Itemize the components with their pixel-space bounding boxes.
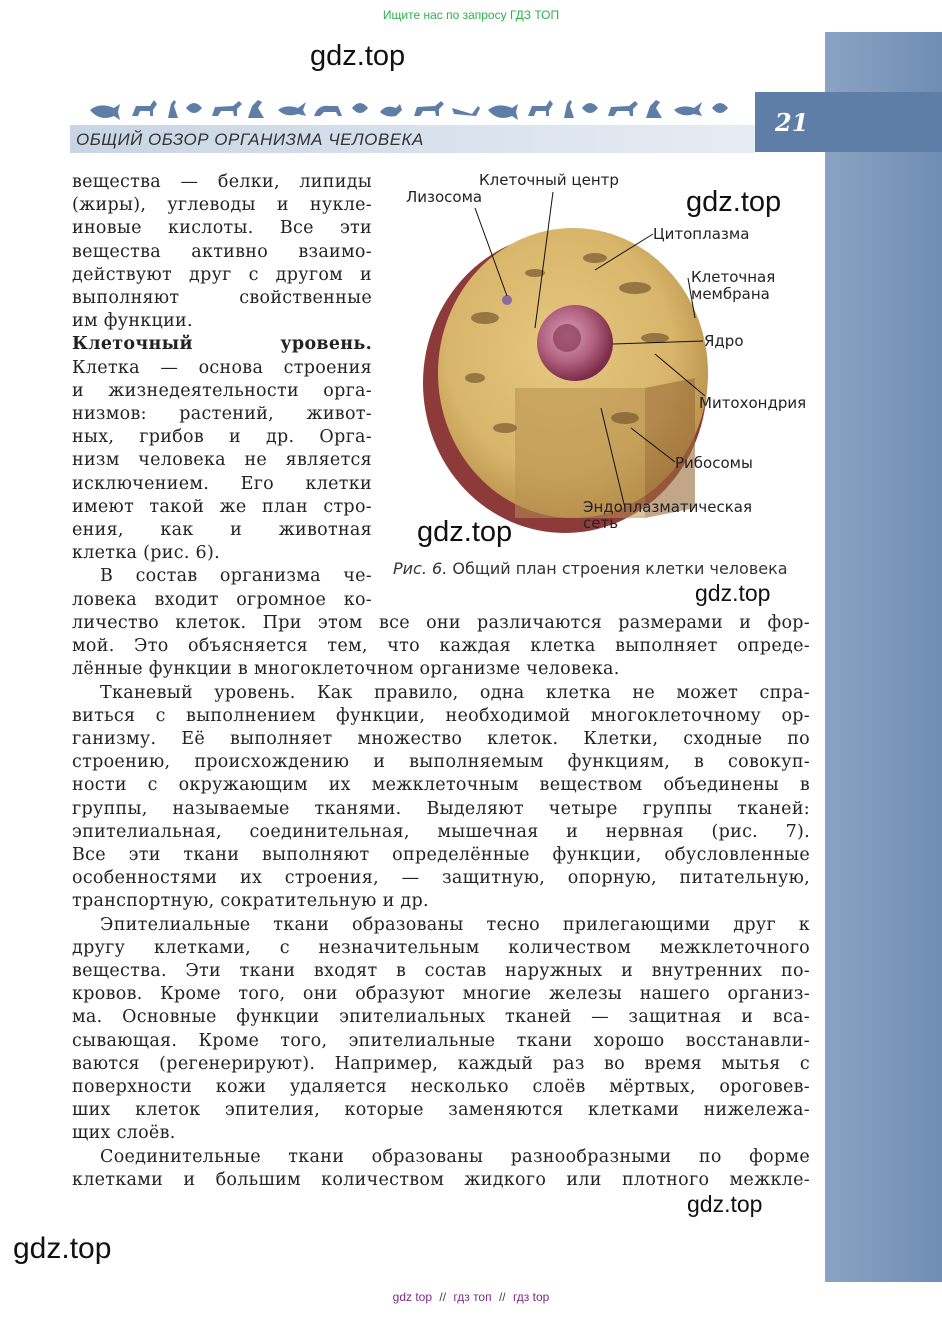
text-line: вещества — белки, липиды (72, 172, 372, 192)
text-line: иновые кислоты. Все эти (72, 218, 372, 239)
text-line: Все эти ткани выполняют определённые функции, обусловленные (72, 845, 810, 866)
text-line: ения, как и животная (72, 520, 372, 541)
text-line: Тканевый уровень. Как правило, одна клетка не может спра- (100, 682, 810, 703)
bottom-links-bar (0, 1290, 942, 1304)
text-line: сывающая. Кроме того, эпителиальные ткани хорошо восстанавли- (72, 1030, 810, 1051)
text-line: поверхности кожи удаляется несколько слоёв мёртвых, ороговев- (72, 1077, 810, 1098)
bottom-link[interactable]: гдз топ (453, 1290, 492, 1304)
watermark: gdz.top (310, 40, 406, 72)
text-line: вещества активно взаимо- (72, 241, 372, 262)
text-line: вещества. Эти ткани входят в состав наружных и внутренних по- (72, 961, 810, 982)
text-line: строению, происхождению и выполняемым функциям, в совокуп- (72, 752, 810, 773)
text-line: низмов: растений, живот- (72, 404, 372, 425)
text-line: им функции. (72, 311, 193, 332)
label-er-line2: сеть (583, 514, 619, 532)
page-side-bar (825, 32, 942, 1282)
text-line: личество клеток. При этом все они различаются размерами и фор- (72, 613, 810, 633)
text-line: ма. Основные функции эпителиальных тканей — защитная и вса- (72, 1007, 810, 1028)
text-line: исключением. Его клетки (72, 473, 372, 494)
watermark: gdz.top (13, 1232, 112, 1265)
text-line: ших клеток эпителия, которые заменяются клетками нижележа- (72, 1100, 810, 1121)
text-line: щих слоёв. (72, 1123, 176, 1144)
watermark: gdz.top (687, 1191, 763, 1217)
watermark: gdz.top (686, 186, 782, 218)
text-line: эпителиальная, соединительная, мышечная и нервная (рис. 7). (72, 821, 810, 842)
text-column-wide (72, 612, 810, 1192)
text-line: В состав организма че- (100, 566, 372, 587)
text-line: клетками и большим количеством жидкого или плотного межкле- (72, 1169, 810, 1190)
lysosome-dot (502, 295, 512, 305)
section-header-title: ОБЩИЙ ОБЗОР ОРГАНИЗМА ЧЕЛОВЕКА (76, 130, 424, 149)
text-line: мой. Это объясняется тем, что каждая клетка выполняет опреде- (72, 636, 810, 657)
bottom-link[interactable]: gdz top (392, 1290, 433, 1304)
bottom-separator: // (498, 1290, 506, 1304)
text-line: ловека входит огромное ко- (72, 589, 372, 610)
text-line: (жиры), углеводы и нукле- (72, 195, 372, 216)
text-line: виться с выполнением функции, необходимой многоклеточному ор- (72, 705, 810, 726)
label-ribosomes: Рибосомы (675, 454, 753, 472)
top-banner[interactable]: Ищите нас по запросу ГДЗ ТОП (382, 8, 560, 22)
text-line: выполняют свойственные (72, 288, 372, 309)
bottom-link[interactable]: гдз top (512, 1290, 550, 1304)
label-nucleus: Ядро (704, 332, 744, 350)
text-line: кровов. Кроме того, они образуют многие железы нашего организ- (72, 984, 810, 1005)
label-membrane-line2: мембрана (691, 285, 770, 303)
label-membrane-line1: Клеточная (691, 268, 776, 286)
text-line: лённые функции в многоклеточном организме человека. (72, 659, 620, 680)
text-line: ности с окружающим их межклеточным веществом объединены в (72, 775, 810, 796)
watermark: gdz.top (417, 516, 513, 548)
figure-caption-text: Общий план строения клетки человека (452, 559, 788, 578)
text-line: ваются (регенерируют). Например, каждый раз во время мытья с (72, 1053, 810, 1074)
text-line: Клетка — основа строения (72, 357, 372, 378)
bottom-separator: // (439, 1290, 447, 1304)
text-line: Эпителиальные ткани образованы тесно прилегающими друг к (100, 914, 810, 935)
text-line: клетка (рис. 6). (72, 543, 220, 564)
text-line-heading-cell-level: Клеточный уровень. (72, 334, 372, 355)
label-cytoplasm: Цитоплазма (653, 225, 750, 243)
text-line: и жизнедеятельности орга- (72, 380, 372, 401)
page-number-band (825, 92, 942, 152)
text-line: действуют друг с другом и (72, 264, 372, 285)
label-lysosome: Лизосома (406, 188, 483, 206)
figure-caption-prefix: Рис. 6. (393, 559, 448, 578)
animal-silhouettes-decoration (88, 96, 738, 122)
text-line: имеют такой же план стро- (72, 496, 372, 517)
text-column-narrow (72, 171, 372, 612)
page-number: 21 (775, 108, 809, 137)
label-er-line1: Эндоплазматическая (583, 498, 752, 516)
text-line: группы, называемые тканями. Выделяют четыре группы тканей: (72, 798, 810, 819)
label-mitochondria: Митохондрия (699, 394, 807, 412)
text-line: ганизму. Её выполняет множество клеток. Клетки, сходные по (72, 729, 810, 750)
text-line: особенностями их строения, — защитную, опорную, питательную, (72, 868, 810, 889)
text-line: Соединительные ткани образованы разнообразными по форме (100, 1146, 810, 1167)
figure-caption (393, 559, 788, 578)
text-line: транспортную, сократительную и др. (72, 891, 429, 912)
text-line: другу клетками, с незначительным количеством межклеточного (72, 937, 810, 958)
text-line: ных, грибов и др. Орга- (72, 427, 372, 448)
label-centrosome: Клеточный центр (479, 171, 619, 189)
watermark: gdz.top (695, 580, 771, 606)
text-line: низм человека не является (72, 450, 372, 471)
